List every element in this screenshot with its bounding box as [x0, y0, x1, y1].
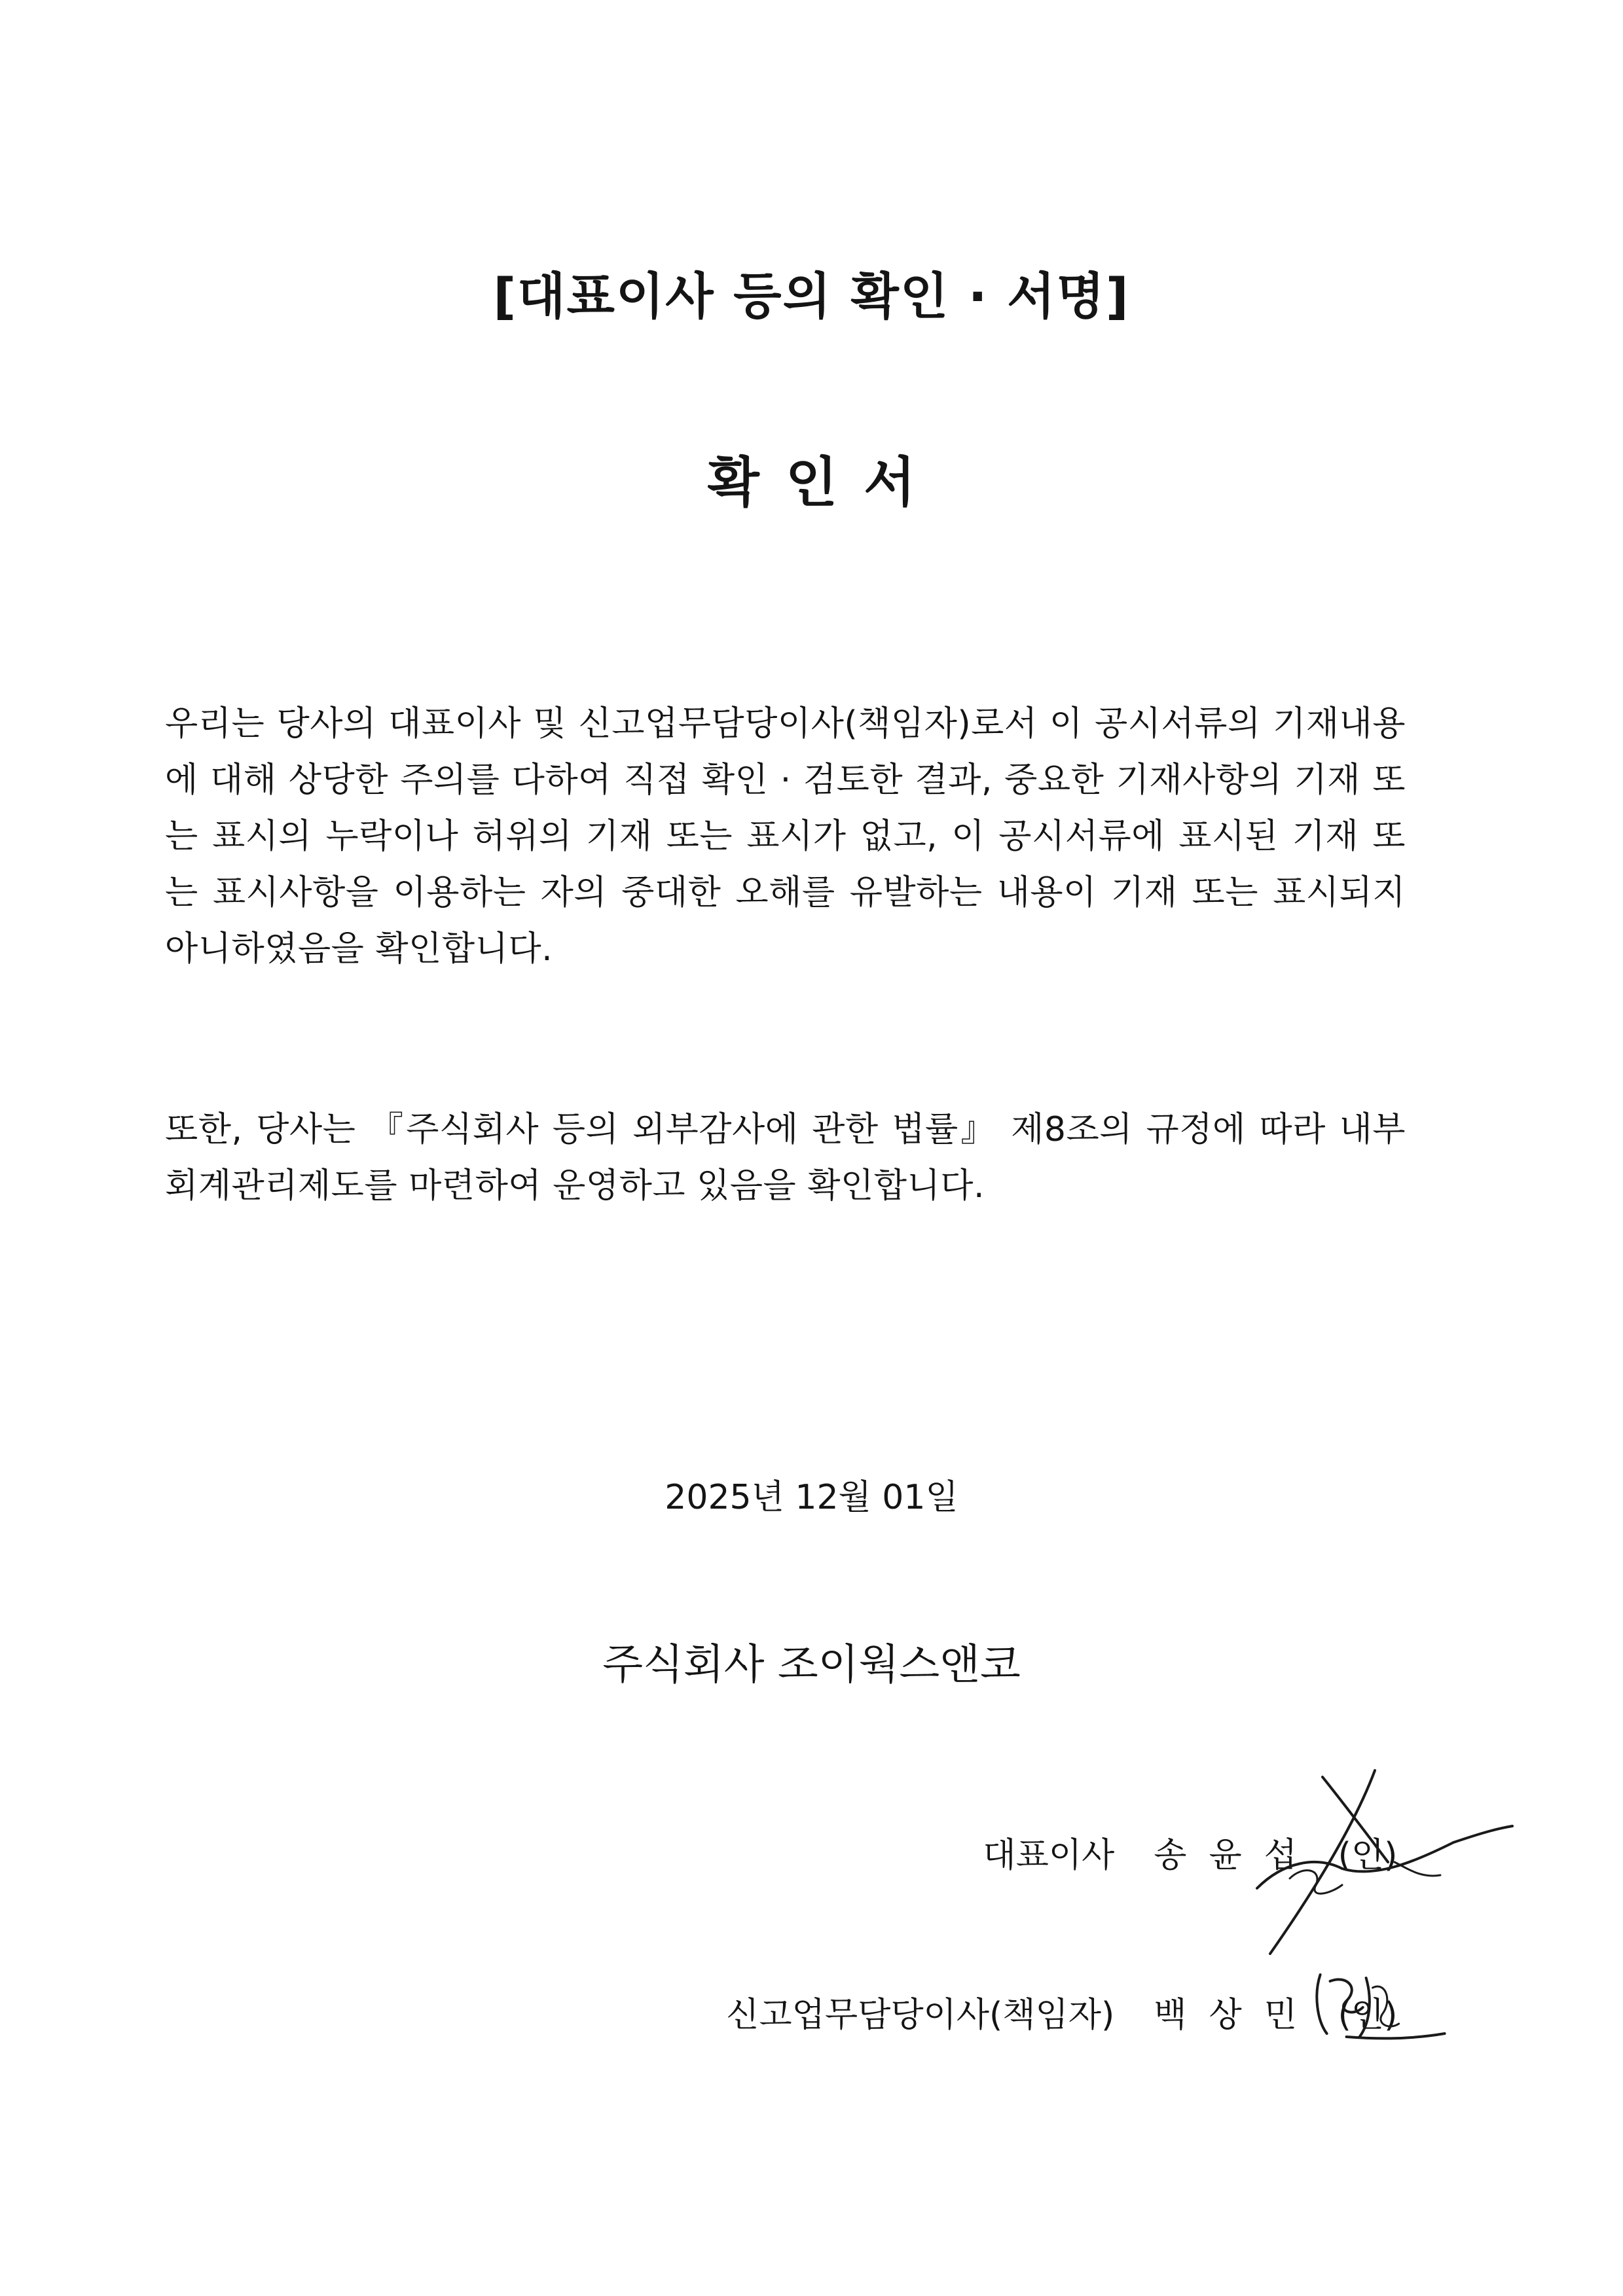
seal-label: (인): [1338, 1996, 1398, 2035]
ceo-signature-line: [983, 1827, 1407, 1876]
confirmation-paragraph: 우리는 당사의 대표이사 및 신고업무담당이사(책임자)로서 이 공시서류의 기재내용에 대해 상당한 주의를 다하여 직접 확인 · 검토한 결과, 중요한 기재사항의 기재 또는 표시의 누락이나 허위의 기재 또는 표시가 없고, 이 공시서류에 표시된 기재 또는 표시사항을 이용하는 자의 중대한 오해를 유발하는 내용이 기재 또는 표시되지 아니하였음을 확인합니다.: [165, 704, 1406, 969]
signatory-name: 송윤섭: [1154, 1836, 1319, 1875]
document-date: 2025년 12월 01일: [665, 1478, 958, 1517]
document-heading: [대표이사 등의 확인 · 서명]: [493, 267, 1130, 325]
signatory-title: 신고업무담당이사(책임자): [726, 1996, 1115, 2035]
company-name: 주식회사 조이웍스앤코: [602, 1641, 1021, 1689]
seal-label: (인): [1338, 1836, 1398, 1875]
signatory-name: 백상민: [1154, 1996, 1319, 2035]
document-subheading: 확인서: [707, 452, 942, 514]
internal-control-paragraph: 또한, 당사는 『주식회사 등의 외부감사에 관한 법률』 제8조의 규정에 따라 내부회계관리제도를 마련하여 운영하고 있음을 확인합니다.: [165, 1110, 1406, 1206]
seal-mark: [1328, 1827, 1407, 1876]
seal-mark: [1328, 1987, 1407, 2036]
signatory-title: 대표이사: [983, 1836, 1115, 1875]
disclosure-officer-signature-line: [726, 1987, 1407, 2036]
